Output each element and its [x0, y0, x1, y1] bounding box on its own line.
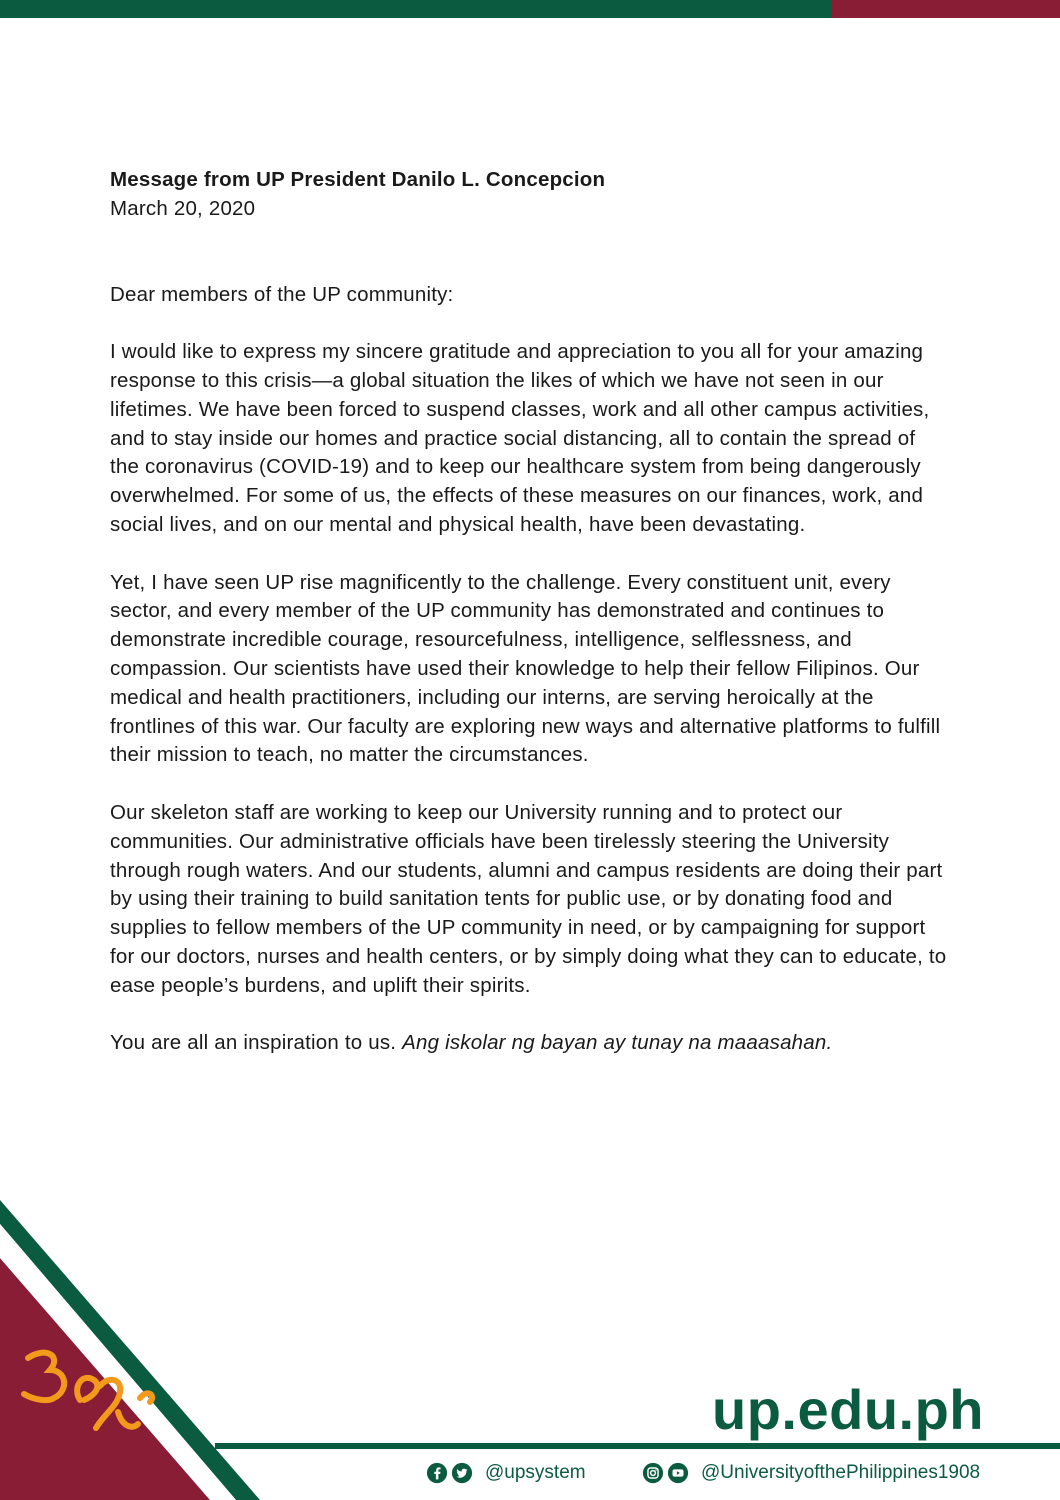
letter-body — [110, 166, 950, 1058]
letter-date: March 20, 2020 — [110, 196, 256, 220]
closing-line — [110, 1029, 950, 1058]
social-handle: @upsystem — [485, 1462, 586, 1483]
top-bar-maroon — [832, 0, 1060, 18]
corner-decoration — [0, 1200, 260, 1500]
paragraph: Our skeleton staff are working to keep our University running and to protect our communities. Our administrative officials have been tirelessly steering the University through rough waters. And our students, alumni and campus residents are doing their part by using their training to build sanitation tents for public use, or by donating food and supplies to fellow members of the UP community in need, or by campaigning for support for our doctors, nurses and health centers, or by simply doing what they can to educate, to ease people’s burdens, and uplift their spirits. — [110, 800, 947, 997]
youtube-icon[interactable] — [667, 1462, 689, 1484]
salutation: Dear members of the UP community: — [110, 282, 454, 306]
website-url[interactable]: up.edu.ph — [712, 1378, 985, 1441]
top-bar-green — [0, 0, 832, 18]
twitter-icon[interactable] — [451, 1462, 473, 1484]
facebook-icon[interactable] — [426, 1462, 448, 1484]
instagram-icon[interactable] — [642, 1462, 664, 1484]
closing-motto: Ang iskolar ng bayan ay tunay na maaasahan. — [402, 1031, 833, 1055]
social-university[interactable] — [642, 1459, 980, 1487]
social-handle: @UniversityofthePhilippines1908 — [701, 1462, 981, 1483]
closing-text: You are all an inspiration to us. — [110, 1031, 403, 1055]
footer-divider — [215, 1443, 1060, 1449]
paragraph: Yet, I have seen UP rise magnificently to the challenge. Every constituent unit, every sector, and every member of the UP community has demonstrated and continues to demonstrate incredible courage, resourcefulness, intelligence, selflessness, and compassion. Our scientists have used their knowledge to help their fellow Filipinos. Our medical and health practitioners, including our interns, are serving heroically at the frontlines of this war. Our faculty are exploring new ways and alternative platforms to fulfill their mission to teach, no matter the circumstances. — [110, 570, 941, 767]
social-upsystem[interactable] — [426, 1459, 586, 1487]
paragraph: I would like to express my sincere gratitude and appreciation to you all for your amazing response to this crisis—a global situation the likes of which we have not seen in our lifetimes. We have been forced to suspend classes, work and all other campus activities, and to stay inside our homes and practice social distancing, all to contain the spread of the coronavirus (COVID-19) and to keep our healthcare system from being dangerously overwhelmed. For some of us, the effects of these measures on our finances, work, and social lives, and on our mental and physical health, have been devastating. — [110, 340, 930, 536]
letter-heading: Message from UP President Danilo L. Concepcion — [110, 168, 606, 191]
